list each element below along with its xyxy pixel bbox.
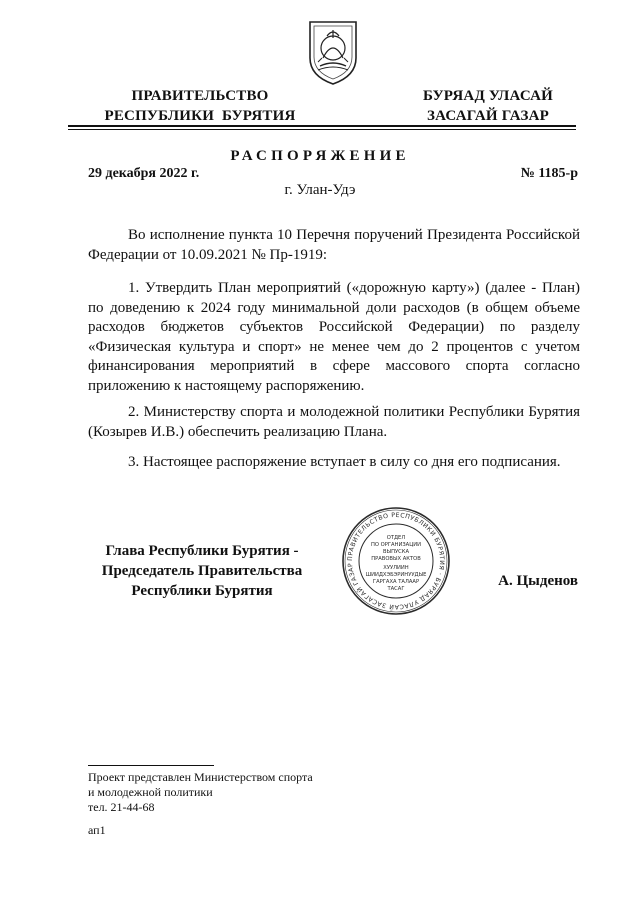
stamp-line-7: ГАРГАХА ТАЛААР (372, 579, 420, 585)
header-divider-thick (68, 125, 576, 127)
government-name-buryat (398, 86, 578, 126)
signatory-position (84, 541, 320, 601)
header-right-line1: БУРЯАД УЛАСАЙ (422, 88, 554, 104)
position-line3: Республики Бурятия (131, 583, 273, 599)
item-1-block (88, 279, 580, 396)
document-city: г. Улан-Удэ (284, 182, 356, 198)
position-line1: Глава Республики Бурятия - (105, 543, 299, 559)
header-divider-thin (68, 129, 576, 130)
stamp-line-2: ПО ОРГАНИЗАЦИИ (370, 542, 422, 548)
item-2-block (88, 403, 580, 442)
footer-line3: тел. 21-44-68 (88, 800, 155, 814)
position-line2: Председатель Правительства (101, 563, 303, 579)
stamp-line-8: ТАСАГ (387, 586, 405, 592)
coat-of-arms-emblem (304, 18, 362, 86)
header-left-line1: ПРАВИТЕЛЬСТВО (131, 88, 269, 104)
footer-line2: и молодежной политики (88, 785, 213, 799)
stamp-line-3: ВЫПУСКА (382, 549, 410, 555)
signatory-name: А. Цыденов (498, 573, 578, 589)
footer-note (88, 770, 313, 815)
item-1-paragraph: 1. Утвердить План мероприятий («дорожную карту») (далее - План) по доведению к 2024 году минимальной доли расходов (в общем объеме расходов бюджетов субъектов Российской Федерации) по разделу «Физическая культура и спорт» не менее чем до 2 процентов с учетом финансирования мероприятий в сфере массового спорта согласно приложению к настоящему распоряжению. (88, 280, 580, 394)
document-title: РАСПОРЯЖЕНИЕ (230, 148, 410, 164)
stamp-ring-text: ПРАВИТЕЛЬСТВО РЕСПУБЛИКИ БУРЯТИЯ · БУРЯАД УЛАСАЙ ЗАСАГАЙ ГАЗАР (346, 511, 446, 611)
footer-code: ап1 (88, 823, 106, 837)
intro-paragraph: Во исполнение пункта 10 Перечня поручений Президента Российской Федерации от 10.09.2021 № Пр-1919: (88, 227, 580, 263)
item-3-paragraph: 3. Настоящее распоряжение вступает в силу со дня его подписания. (128, 454, 561, 470)
stamp-line-1: ОТДЕЛ (386, 535, 406, 541)
header-left-line2: РЕСПУБЛИКИ БУРЯТИЯ (104, 108, 296, 124)
footnote-separator (88, 765, 214, 766)
item-3-block (88, 453, 580, 473)
document-number: № 1185-р (520, 166, 578, 181)
header-right-line2: ЗАСАГАЙ ГАЗАР (427, 108, 549, 124)
footer-line1: Проект представлен Министерством спорта (88, 770, 313, 784)
item-2-paragraph: 2. Министерству спорта и молодежной политики Республики Бурятия (Козырев И.В.) обеспечить реализацию Плана. (88, 404, 580, 440)
stamp-line-5: ХУУЛИИН (383, 565, 409, 571)
stamp-line-6: ШИИДХЭБЭРИНУУДЫЕ (365, 572, 427, 578)
government-name-russian (100, 86, 300, 126)
document-date: 29 декабря 2022 г. (88, 166, 200, 181)
document-body (88, 226, 580, 265)
stamp-line-4: ПРАВОВЫХ АКТОВ (371, 556, 421, 562)
official-seal-stamp (340, 505, 452, 617)
